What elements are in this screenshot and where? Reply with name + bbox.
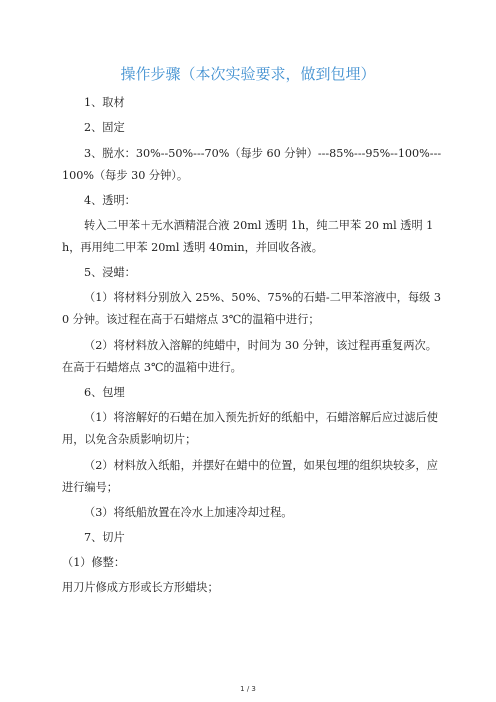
step-5-item-1: （1）将材料分别放入 25%、50%、75%的石蜡-二甲苯溶液中，每级 30 分钟。该过程在高于石蜡熔点 3℃的温箱中进行； [62, 291, 442, 326]
step-2-heading: 2、固定 [84, 121, 125, 134]
page-number: 1 / 3 [240, 685, 256, 693]
step-6-item-1: （1）将溶解好的石蜡在加入预先折好的纸船中，石蜡溶解后应过滤后使用，以免含杂质影响切片； [62, 411, 438, 446]
step-7-heading: 7、切片 [84, 531, 125, 544]
page-title: 操作步骤（本次实验要求，做到包埋） [120, 65, 376, 83]
step-5-heading: 5、浸蜡： [84, 266, 136, 279]
step-4-clearing-text: 转入二甲苯＋无水酒精混合液 20ml 透明 1h，纯二甲苯 20 ml 透明 1h，再用纯二甲苯 20ml 透明 40min，并回收各液。 [62, 219, 434, 254]
step-3-dehydration: 3、脱水：30%--50%---70%（每步 60 分钟）---85%---95%--100%--- 100%（每步 30 分钟）。 [62, 147, 442, 182]
step-1-heading: 1、取材 [84, 96, 125, 109]
step-6-item-3: （3）将纸船放置在冷水上加速冷却过程。 [84, 506, 293, 519]
step-7-item-1-text: 用刀片修成方形或长方形蜡块； [62, 581, 219, 594]
step-4-heading: 4、透明： [84, 194, 136, 207]
step-6-heading: 6、包埋 [84, 386, 125, 399]
step-6-item-2: （2）材料放入纸船，并摆好在蜡中的位置，如果包埋的组织块较多，应进行编号； [62, 459, 438, 494]
step-5-item-2: （2）将材料放入溶解的纯蜡中，时间为 30 分钟，该过程再重复两次。在高于石蜡熔点 3℃的温箱中进行。 [62, 339, 437, 374]
step-7-item-1: （1）修整： [62, 556, 126, 569]
